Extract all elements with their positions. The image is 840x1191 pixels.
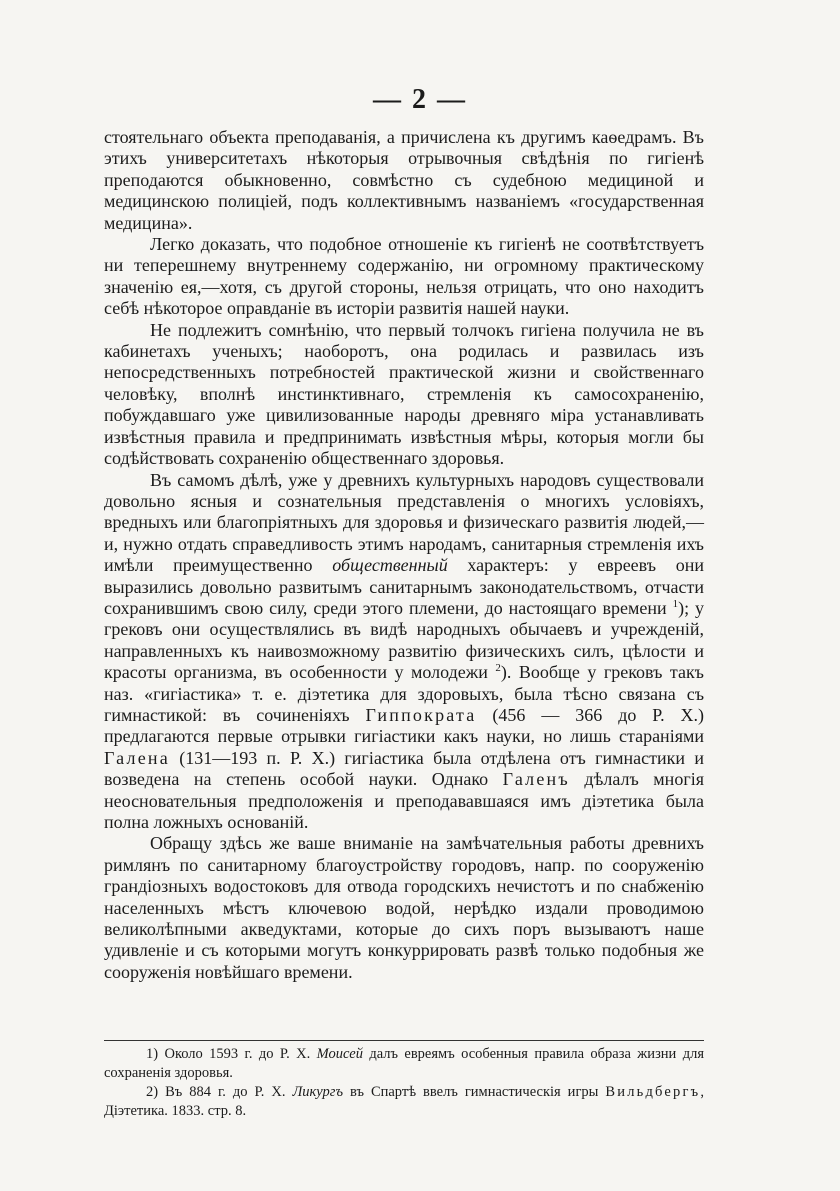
footnote-2-text-a: Въ 884 г. до Р. Х. <box>165 1084 293 1100</box>
paragraph-4-part-a: Въ самомъ дѣлѣ, уже у древнихъ культурныхъ народовъ существовали довольно ясныя и сознательныя представленія о многихъ условіяхъ, вредныхъ или благопріятныхъ для здоровья и физическаго развитія людей,—и, нужно отдать справедливость этимъ народамъ, санитарныя стремленія ихъ имѣли преимущественно <box>104 469 704 576</box>
footnote-2-italic: Ликургъ <box>292 1084 343 1100</box>
paragraph-2: Легко доказать, что подобное отношеніе къ гигіенѣ не соотвѣтствуетъ ни теперешнему внутреннему содержанію, ни огромному практическому значенію ея,—хотя, съ другой стороны, нельзя отрицать, что оно находитъ себѣ нѣкоторое оправданіе въ исторіи развитія нашей науки. <box>104 234 704 319</box>
body-text <box>104 127 704 983</box>
paragraph-4-part-f: (131—193 п. Р. Х.) гигіастика была отдѣлена отъ гимнастики и возведена на степень особой науки. Однако <box>104 747 704 790</box>
paragraph-4-part-e: (456 — 366 до Р. Х.) предлагаются первые отрывки гигіастики какъ науки, но лишь стараніями <box>104 704 704 747</box>
paragraph-1: стоятельнаго объекта преподаванія, а причислена къ другимъ каѳедрамъ. Въ этихъ университетахъ нѣкоторыя отрывочныя свѣдѣнія по гигіенѣ преподаются обыкновенно, совмѣстно съ судебною медициной и медицинскою полиціей, подъ коллективнымъ названіемъ «государственная медицина». <box>104 127 704 233</box>
italic-term: общественный <box>332 555 448 576</box>
paragraph-4-part-b: характеръ: у евреевъ они выразились довольно развитымъ санитарнымъ законодательствомъ, отчасти сохранившимъ свою силу, среди этого племени, до настоящаго времени <box>104 555 704 618</box>
footnote-1-text-b: далъ евреямъ особенныя правила образа жизни для сохраненія здоровья. <box>104 1046 704 1081</box>
footnote-1-italic: Моисей <box>316 1046 363 1062</box>
footnote-2-author: Вильдбергъ <box>605 1084 701 1100</box>
footnote-2 <box>104 1083 704 1121</box>
page-number: — 2 — <box>373 84 467 115</box>
name-galen-2: Галенъ <box>502 769 570 790</box>
footnote-2-text-b: въ Спартѣ ввелъ гимнастическія игры <box>342 1084 606 1100</box>
paragraph-3: Не подлежитъ сомнѣнію, что первый толчокъ гигіена получила не въ кабинетахъ ученыхъ; наоборотъ, она родилась и развилась изъ непосредственныхъ потребностей практической жизни и свойственнаго человѣку, вполнѣ инстинктивнаго, стремленія къ самосохраненію, побуждавшаго уже цивилизованные народы древняго міра устанавливать извѣстныя правила и предпринимать извѣстныя мѣры, которыя могли бы содѣйствовать сохраненію общественнаго здоровья. <box>104 319 704 469</box>
footnotes <box>104 1040 704 1121</box>
footnote-1-text-a: Около 1593 г. до Р. Х. <box>164 1046 317 1062</box>
paragraph-5: Обращу здѣсь же ваше вниманіе на замѣчательныя работы древнихъ римлянъ по санитарному благоустройству городовъ, напр. по сооруженію грандіозныхъ водостоковъ для отвода городскихъ нечистотъ и по снабженію населенныхъ мѣстъ ключевою водой, нерѣдко издали проводимою великолѣпными акведуктами, которые до сихъ поръ вызываютъ наше удивленіе и съ которыми могутъ конкуррировать развѣ только подобныя же сооруженія новѣйшаго времени. <box>104 833 704 982</box>
name-galen: Галена <box>104 747 170 768</box>
paragraph-4-part-d: ). Вообще у грековъ такъ наз. «гигіастика» т. е. діэтетика для здоровыхъ, была тѣсно связана съ гимнастикой: въ сочиненіяхъ <box>104 662 704 725</box>
paragraph-4 <box>104 470 704 834</box>
name-hippocrates: Гиппократа <box>365 704 477 725</box>
footnote-ref-1: 1 <box>672 597 679 610</box>
footnote-1 <box>104 1045 704 1083</box>
footnote-2-text-c: , Діэтетика. 1833. стр. 8. <box>104 1084 704 1119</box>
footnote-1-mark: 1) <box>146 1046 165 1062</box>
footnote-ref-2: 2 <box>495 662 501 675</box>
footnote-2-mark: 2) <box>146 1084 166 1100</box>
paragraph-4-part-c: ); у грековъ они осуществлялись въ видѣ народныхъ обычаевъ и учрежденій, направленныхъ къ наивозможному развитію физическихъ силъ, цѣлости и красоты организма, въ особенности у молодежи <box>104 597 704 683</box>
paragraph-4-part-g: дѣлалъ многія неосновательныя предположенія и преподававшаяся имъ діэтетика была полна ложныхъ основаній. <box>104 769 704 832</box>
